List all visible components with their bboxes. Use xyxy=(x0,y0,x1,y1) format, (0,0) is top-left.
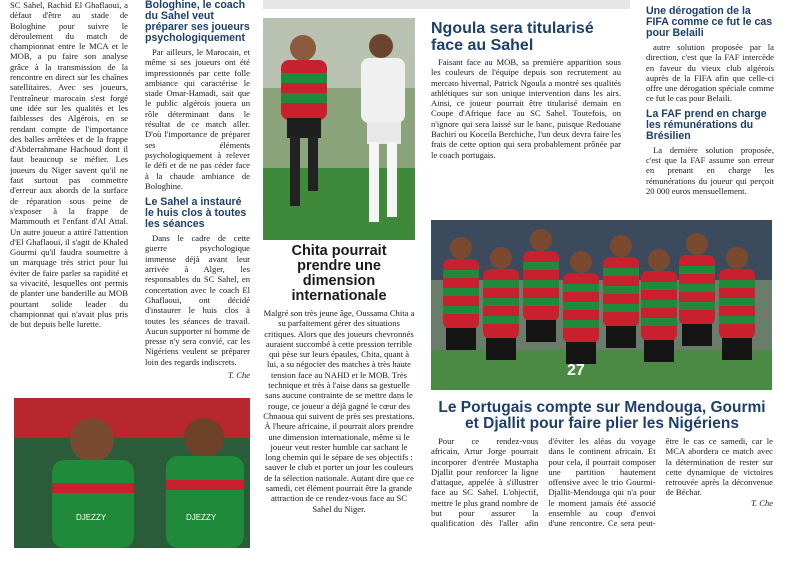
col5-heading-2: La FAF prend en charge les rémunérations du Brésilien xyxy=(646,107,767,142)
chita-headline: Chita pourrait prendre une dimension internationale xyxy=(291,244,387,304)
photo-team xyxy=(431,220,772,390)
photo-two-players xyxy=(263,18,415,240)
col5-paragraph-2: La dernière solution proposée, c'est que la FAF assume son erreur en prenant en charge les rémunérations du joueur qui perçoit 20 000 euros mensuellement. xyxy=(646,144,774,196)
column-1-text xyxy=(10,0,128,392)
column-ngoula xyxy=(431,20,621,170)
col5-heading-1: Une dérogation de la FIFA comme ce fut le cas pour Belaili xyxy=(646,6,773,39)
bottom-body: Pour ce rendez-vous africain, Artur Jorge pourrait incorporer d'entrée Mustapha Djallit pour renforcer la ligne d'attaque, appelée à s'illustrer face au SC Sahel. L'objectif, mettre le plus grand nombre de but pour assurer la qualification dès l'aller afin d'éviter les aléas du voyage dans le continent africain. Et pour cela, il pourrait composer une partition hautement offensive avec le trio Gourmi-Djallit-Mendouga qui n'a pour le moment jamais été associé ensemble au coup d'envoi d'une rencontre. Ce sera peut-être le cas ce samedi, car le MCA abordera ce match avec la détermination de rester sur cette dynamique de victoires retrouvée après la déconvenue de Béchar. xyxy=(431,436,773,529)
chita-body: Malgré son très jeune âge, Oussama Chita a su parfaitement gérer des situations critiques. Alors que des joueurs chevronnés auraient succombé à cette pression terrible qui pèse sur leurs épaules, Chita, quant à lui, a su négocier des matches à très haute tension face au NAHD et le MOB. Très technique et très à l'aise dans sa gestuelle sans aucune contrainte de se mettre dans le rouge, ce joueur a déjà gagné le cœur des Chnaoua qui suivent de près ses prestations. À l'heure africaine, il pourrait alors prendre une dimension internationale, même si le joueur veut rester humble car sachant le long chemin qui le sépare de ses objectifs : sauver le club et porter un jour les couleurs de la sélection nationale. Autant dire que ce samedi, cet élément pourrait être la grande attraction de ce rendez-vous face au SC Sahel du Niger. xyxy=(263,308,415,514)
top-bar xyxy=(263,0,630,9)
column-chita xyxy=(263,244,415,530)
col2-heading-2: Le Sahel a instauré le huis clos à toutes les séances xyxy=(145,196,247,231)
column-2 xyxy=(145,0,250,380)
shirt-sponsor-1: DJEZZY xyxy=(76,513,107,522)
ngoula-body: Faisant face au MOB, sa première apparition sous les couleurs de l'équipe depuis son recrutement au mercato hivernal, Patrick Ngoula a montré ses qualités athlétiques sur son unique intervention dans les airs. Ainsi, ce joueur pourrait être titularisé demain en Coupe d'Afrique face au SC Sahel. Toutefois, on n'ignore qui sera laissé sur le banc, puisque Redouane Bachiri ou Koceila Berchiche, l'un deux devra faire les frais de cette option qui sera probablement prônée par le coach portugais. xyxy=(431,57,621,160)
bottom-article xyxy=(431,400,773,530)
ngoula-headline: Ngoula sera titularisé face au Sahel xyxy=(431,20,594,54)
photo-celebration xyxy=(14,398,250,548)
shirt-number: 27 xyxy=(567,362,585,379)
col2-paragraph-1: Par ailleurs, le Marocain, et même si ses joueurs ont été impressionnés par cette folle ambiance qui caractérise le stade Omar-Hamadi, sait que le public algérois jouera un rôle déterminant dans le résultat de ce match aller. D'où l'importance de préparer ses éléments psychologiquement à relever le défi et de ne pas céder face à la chaude ambiance de Bologhine. xyxy=(145,47,250,191)
bottom-signature: T. Che xyxy=(750,497,773,508)
column-1-paragraph: SC Sahel, Rachid El Ghaflaoui, a défaut d'être au stade de Bologhine pour suivre le déroulement du match de championnat entre le MCA et le MOB, a pu faire son analyse grâce à la transmission de la rencontre en direct sur les chaînes satellitaires. Avec ses joueurs, l'entraîneur marocain s'est forgé une idée sur les qualités et les faiblesses des Algérois, en se rendant compte de l'importance des balles arrêtées et de la frappe d'Abderrahmane Hachoud dont il faut beaucoup se méfier. Les joueurs du Niger savent qu'il ne faut surtout pas commettre d'erreur aux abords de la surface de réparation sous peine de s'exposer à la frappe de Mammouth et l'enfant d'Al Attal. Un autre joueur a attiré l'attention d'El Ghaflaoui, il s'agit de Khaled Gourmi qu'il faudra soumettre à un marquage très strict pour lui éviter de faire parler sa rapidité et sa vivacité, lesquelles ont permis de planter une banderille au MOB pourtant solide leader du championnat qui n'avait plus pris de but depuis belle lurette. xyxy=(10,0,128,330)
col2-heading-1: Bologhine, le coach du Sahel veut préparer ses joueurs psychologiquement xyxy=(145,0,250,44)
col2-paragraph-2: Dans le cadre de cette guerre psychologique immense déjà avant leur arrivée à Alger, les responsables du SC Sahel, en concertation avec le coach El Ghaflaoui, ont décidé d'instaurer le huis clos à toutes les séances de travail. Aucun supporter ni homme de presse n'y sera convié, car les Nigériens veulent se préparer loin des regards indiscrets. xyxy=(145,233,250,367)
shirt-sponsor-2: DJEZZY xyxy=(186,513,217,522)
bottom-headline: Le Portugais compte sur Mendouga, Gourmi et Djallit pour faire plier les Nigériens xyxy=(438,400,766,432)
col5-paragraph-1: autre solution proposée par la direction, c'est que la FAF intercède en faveur du vieux club algérois auprès de la FIFA afin que celle-ci offre une dérogation spéciale comme ce fut le cas pour Belaili. xyxy=(646,42,774,104)
col2-signature: T. Che xyxy=(227,370,250,380)
column-5 xyxy=(646,6,774,211)
